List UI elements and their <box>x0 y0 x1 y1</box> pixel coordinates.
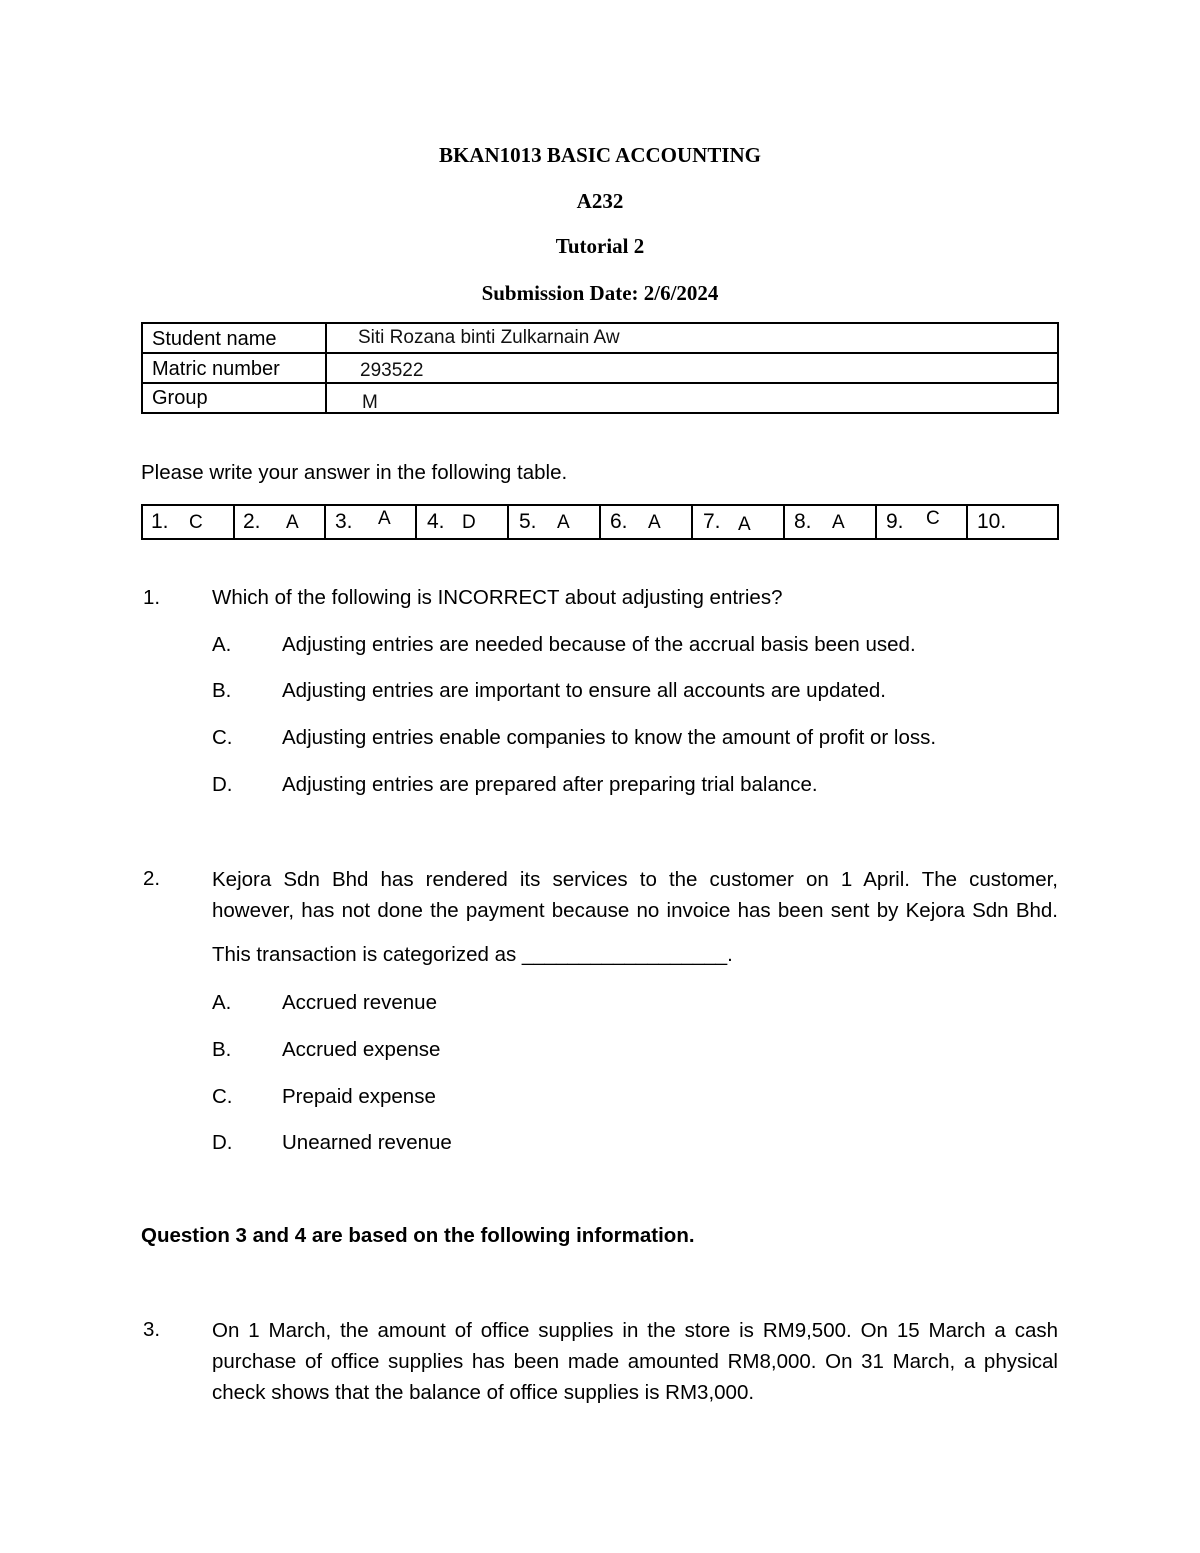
table-divider <box>233 504 235 540</box>
answer-number: 1. <box>151 510 169 533</box>
group-value: M <box>362 392 378 413</box>
answer-value: D <box>462 512 476 533</box>
table-divider <box>325 322 327 414</box>
answer-number: 3. <box>335 510 353 533</box>
stem-part: Which of the following is <box>212 586 438 609</box>
group-label: Group <box>152 387 208 409</box>
answer-number: 2. <box>243 510 261 533</box>
tutorial-title: Tutorial 2 <box>555 234 645 258</box>
answer-number: 4. <box>427 510 445 533</box>
answer-cell-7 <box>703 505 751 538</box>
table-divider <box>875 504 877 540</box>
table-divider <box>324 504 326 540</box>
option-letter: A. <box>212 991 232 1014</box>
answer-number: 5. <box>519 510 537 533</box>
answer-cell-6 <box>610 505 661 538</box>
answer-cell-4 <box>427 505 476 538</box>
table-divider <box>599 504 601 540</box>
answer-cell-2 <box>243 505 299 538</box>
option-letter: B. <box>212 1038 232 1061</box>
answer-cell-8 <box>794 505 845 538</box>
answer-instruction: Please write your answer in the following table. <box>141 461 568 484</box>
question-stem-line: purchase of office supplies has been made amounted RM8,000. On 31 March, a physical <box>212 1350 1058 1373</box>
option-text: Accrued expense <box>282 1038 441 1061</box>
question-number: 1. <box>143 586 161 609</box>
question-stem <box>212 586 783 611</box>
answer-value: A <box>648 512 661 533</box>
student-name-label: Student name <box>152 328 277 350</box>
question-stem-line: check shows that the balance of office supplies is RM3,000. <box>212 1381 755 1404</box>
option-letter: C. <box>212 1085 233 1108</box>
answer-value: A <box>832 512 845 533</box>
question-number: 2. <box>143 867 161 890</box>
session-code: A232 <box>576 189 624 213</box>
stem-emphasis: INCORRECT <box>437 586 560 609</box>
table-divider <box>141 382 1059 384</box>
option-letter: B. <box>212 679 232 702</box>
answer-number: 7. <box>703 510 721 533</box>
answer-cell-3 <box>335 505 391 538</box>
table-divider <box>507 504 509 540</box>
matric-number-label: Matric number <box>152 358 280 380</box>
option-text: Prepaid expense <box>282 1085 436 1108</box>
table-divider <box>783 504 785 540</box>
question-stem-line: however, has not done the payment because no invoice has been sent by Kejora Sdn Bhd. <box>212 899 1058 922</box>
answer-cell-9 <box>886 505 940 538</box>
course-title: BKAN1013 BASIC ACCOUNTING <box>438 143 762 167</box>
option-text: Unearned revenue <box>282 1131 452 1154</box>
answer-value: A <box>557 512 570 533</box>
option-text: Adjusting entries are important to ensure all accounts are updated. <box>282 679 886 702</box>
answer-value: A <box>286 512 299 533</box>
stem-part: about adjusting entries? <box>559 586 783 609</box>
table-divider <box>415 504 417 540</box>
student-name-value: Siti Rozana binti Zulkarnain Aw <box>358 327 620 348</box>
option-text: Adjusting entries are prepared after preparing trial balance. <box>282 773 818 796</box>
option-letter: D. <box>212 773 233 796</box>
answer-number: 8. <box>794 510 812 533</box>
answer-value: C <box>189 512 203 533</box>
option-letter: C. <box>212 726 233 749</box>
answer-cell-1 <box>151 505 203 538</box>
option-letter: D. <box>212 1131 233 1154</box>
question-stem-line: Kejora Sdn Bhd has rendered its services to the customer on 1 April. The customer, <box>212 868 1058 891</box>
info-heading: Question 3 and 4 are based on the following information. <box>141 1224 695 1247</box>
option-text: Accrued revenue <box>282 991 437 1014</box>
option-text: Adjusting entries enable companies to know the amount of profit or loss. <box>282 726 937 749</box>
submission-date: Submission Date: 2/6/2024 <box>481 281 719 305</box>
table-divider <box>141 352 1059 354</box>
table-divider <box>966 504 968 540</box>
question-stem-line: On 1 March, the amount of office supplies in the store is RM9,500. On 15 March a cash <box>212 1319 1058 1342</box>
answer-value: A <box>738 514 751 535</box>
question-prompt: This transaction is categorized as __________________. <box>212 943 733 966</box>
answer-value: A <box>378 508 391 529</box>
answer-number: 6. <box>610 510 628 533</box>
matric-number-value: 293522 <box>360 360 424 381</box>
table-divider <box>691 504 693 540</box>
question-number: 3. <box>143 1318 161 1341</box>
answer-value: C <box>926 508 940 529</box>
answer-number: 10. <box>977 510 1007 533</box>
answer-cell-5 <box>519 505 570 538</box>
answer-cell-10 <box>977 505 1006 538</box>
option-text: Adjusting entries are needed because of the accrual basis been used. <box>282 633 916 656</box>
answer-number: 9. <box>886 510 904 533</box>
option-letter: A. <box>212 633 232 656</box>
